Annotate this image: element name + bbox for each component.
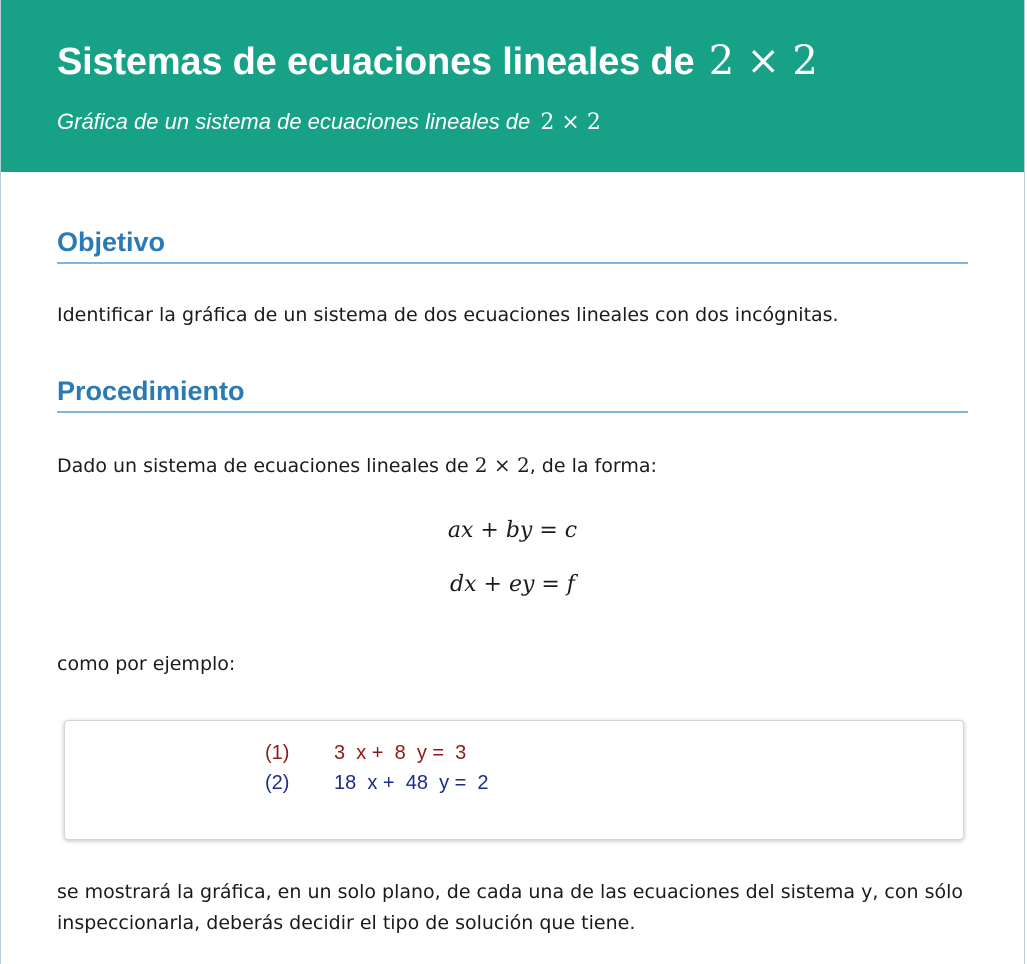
- equation-applet[interactable]: [64, 720, 964, 840]
- equation-1-text: 3 x + 8 y = 3: [334, 742, 467, 764]
- general-equations: [57, 504, 968, 612]
- general-equation-2: dx + ey = f: [450, 572, 575, 597]
- page-subtitle: [57, 107, 1024, 138]
- objective-text: Identificar la gráfica de un sistema de dos ecuaciones lineales con dos incógnitas.: [57, 304, 839, 326]
- example-label: como por ejemplo:: [57, 653, 236, 675]
- equation-2-label: (2): [265, 772, 290, 794]
- applet-equation-1: [265, 741, 466, 765]
- procedure-intro-math: 2 × 2: [474, 453, 530, 477]
- content: [1, 172, 1024, 680]
- conclusion-text: se mostrará la gráfica, en un solo plano, de cada una de las ecuaciones del sistema y, con sólo inspeccionarla, deberás decidir el tipo de solución que tiene.: [57, 881, 964, 934]
- page-subtitle-text: Gráfica de un sistema de ecuaciones lineales de: [57, 109, 531, 134]
- header-banner: [1, 0, 1024, 172]
- page-title: [57, 36, 1024, 87]
- procedure-intro-tail: , de la forma:: [529, 455, 657, 477]
- page-title-math: 2 × 2: [708, 38, 818, 84]
- objective-heading: Objetivo: [57, 224, 968, 264]
- applet-equation-2: [265, 771, 489, 795]
- general-equation-1: ax + by = c: [447, 518, 578, 543]
- equation-2-text: 18 x + 48 y = 2: [334, 772, 489, 794]
- equation-1-label: (1): [265, 742, 290, 764]
- procedure-intro: [57, 450, 968, 482]
- page-subtitle-math: 2 × 2: [540, 110, 601, 135]
- page-title-text: Sistemas de ecuaciones lineales de: [57, 41, 695, 83]
- procedure-intro-text: Dado un sistema de ecuaciones lineales de: [57, 455, 469, 477]
- procedure-heading: Procedimiento: [57, 373, 968, 413]
